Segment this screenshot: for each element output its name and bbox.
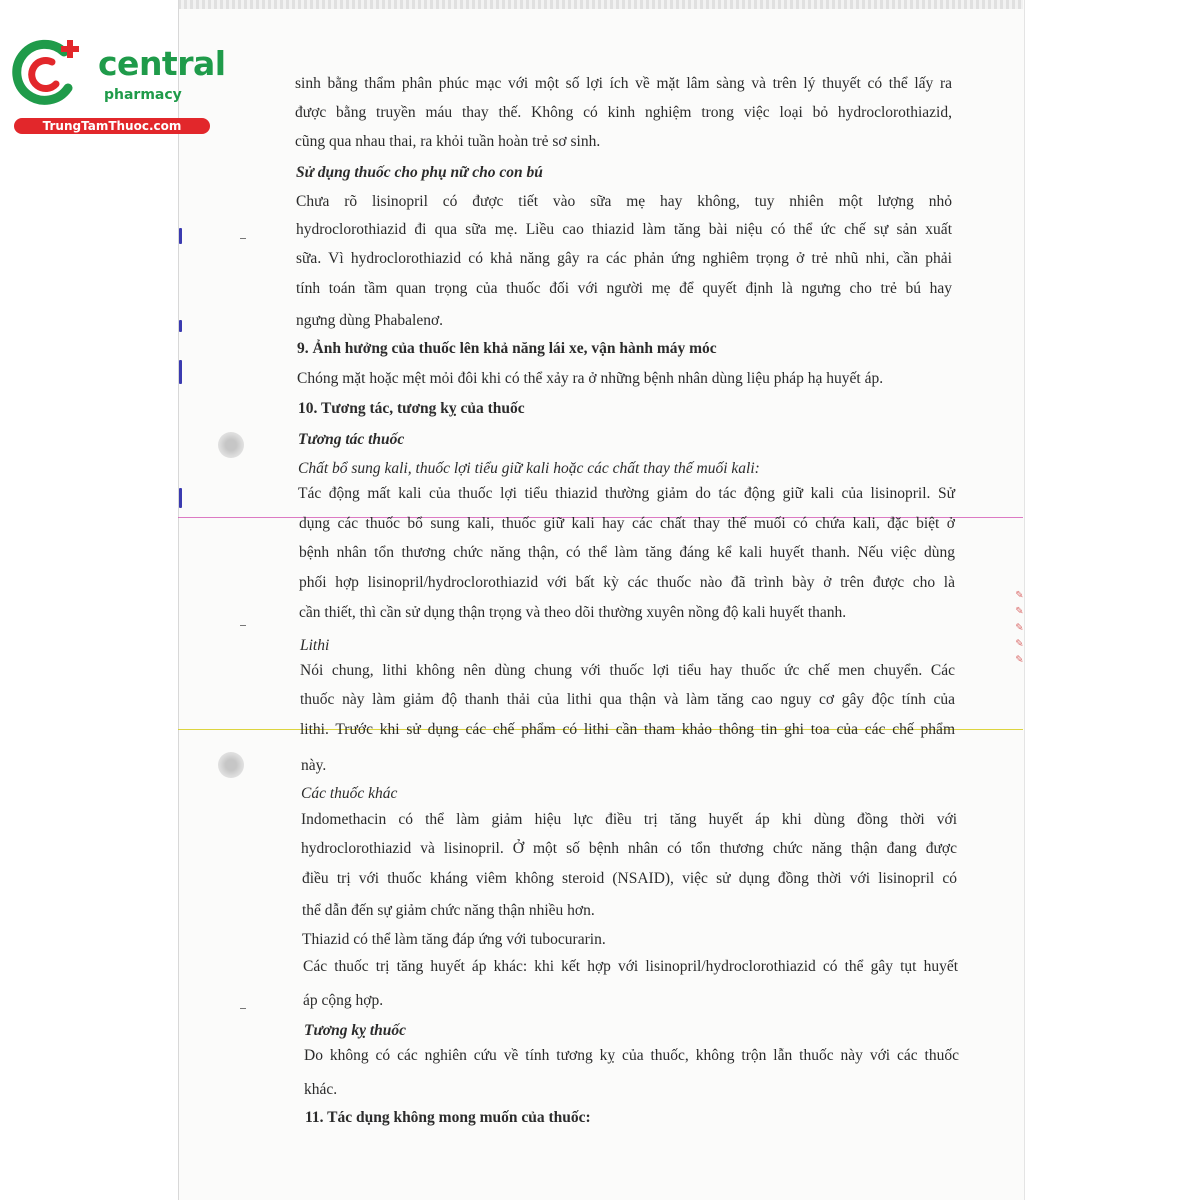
margin-mark (179, 320, 182, 332)
text-line: Do không có các nghiên cứu về tính tương kỵ của thuốc, không trộn lẫn thuốc này với các thuốc (304, 1047, 959, 1064)
section-heading: 9. Ảnh hưởng của thuốc lên khả năng lái xe, vận hành máy móc (297, 340, 717, 357)
text-line: này. (301, 757, 327, 774)
brand-name: central (98, 44, 226, 83)
text-line: Chóng mặt hoặc mệt mỏi đôi khi có thể xảy ra ở những bệnh nhân dùng liệu pháp hạ huyết áp. (297, 370, 884, 387)
subheading: Tương kỵ thuốc (304, 1022, 406, 1039)
punch-hole (218, 432, 244, 458)
text-line: Nói chung, lithi không nên dùng chung với thuốc lợi tiểu hay thuốc ức chế men chuyển. Các (300, 662, 955, 679)
text-line: hydroclorothiazid và lisinopril. Ở một số bệnh nhân có tổn thương chức năng thận đang được (301, 840, 957, 857)
text-line: Indomethacin có thể làm giảm hiệu lực điều trị tăng huyết áp khi dùng đồng thời với (301, 811, 957, 828)
text-line: khác. (304, 1081, 338, 1098)
subheading: Sử dụng thuốc cho phụ nữ cho con bú (296, 164, 543, 181)
italic-subheading: Chất bổ sung kali, thuốc lợi tiểu giữ kali hoặc các chất thay thế muối kali: (298, 460, 760, 477)
page-top-edge (178, 0, 1023, 9)
text-line: sinh bằng thẩm phân phúc mạc với một số lợi ích về mặt lâm sàng và trên lý thuyết có thể lấy ra (295, 75, 952, 92)
text-line: tính toán tầm quan trọng của thuốc đối với người mẹ để quyết định là ngưng cho trẻ bú hay (296, 280, 952, 297)
text-line: lithi. Trước khi sử dụng các chế phẩm có lithi cần tham khảo thông tin ghi toa của các chế phẩm (300, 721, 955, 738)
italic-subheading: Lithi (300, 637, 330, 654)
text-line: Tác động mất kali của thuốc lợi tiểu thiazid thường giảm do tác động giữ kali của lisinopril. Sử (298, 485, 955, 502)
text-line: Thiazid có thể làm tăng đáp ứng với tubocurarin. (302, 931, 606, 948)
text-line: bệnh nhân tổn thương chức năng thận, có thể làm tăng đáng kể kali huyết thanh. Nếu việc dùng (299, 544, 955, 561)
margin-mark (179, 360, 182, 384)
text-line: dụng các thuốc bổ sung kali, thuốc giữ kali hay các chất thay thế muối có chứa kali, đặc biệt ở (299, 515, 955, 532)
side-stamp-mark: ✎ ✎ ✎ ✎ ✎ (1014, 590, 1025, 667)
text-line: Chưa rõ lisinopril có được tiết vào sữa mẹ hay không, tuy nhiên một lượng nhỏ (296, 193, 952, 210)
text-line: thuốc này làm giảm độ thanh thải của lithi qua thận và làm tăng cao nguy cơ gây độc tính của (300, 691, 955, 708)
text-line: cần thiết, thì cần sử dụng thận trọng và theo dõi thường xuyên nồng độ kali huyết thanh. (299, 604, 847, 621)
text-line: ngưng dùng Phabalenơ. (296, 312, 444, 329)
punch-hole (218, 752, 244, 778)
text-line: được bằng truyền máu thay thế. Không có kinh nghiệm trong việc loại bỏ hydroclorothiazid, (295, 104, 952, 121)
central-pharmacy-logo-icon (12, 38, 90, 108)
section-heading: 11. Tác dụng không mong muốn của thuốc: (305, 1109, 591, 1126)
text-line: Các thuốc trị tăng huyết áp khác: khi kết hợp với lisinopril/hydroclorothiazid có thể gây tụt huyết (303, 958, 958, 975)
margin-dash (240, 625, 246, 626)
text-line: sữa. Vì hydroclorothiazid có khả năng gây ra các phản ứng nghiêm trọng ở trẻ nhũ nhi, cần phải (296, 250, 952, 267)
subheading: Tương tác thuốc (298, 431, 405, 448)
text-line: áp cộng hợp. (303, 992, 384, 1009)
brand-subtitle: pharmacy (104, 87, 182, 103)
text-line: thể dẫn đến sự giảm chức năng thận nhiều hơn. (302, 902, 595, 919)
text-line: cũng qua nhau thai, ra khỏi tuần hoàn trẻ sơ sinh. (295, 133, 601, 150)
margin-mark (179, 488, 182, 508)
italic-subheading: Các thuốc khác (301, 785, 398, 802)
text-line: điều trị với thuốc kháng viêm không steroid (NSAID), việc sử dụng đồng thời với lisinopril có (302, 870, 957, 887)
margin-dash (240, 1008, 246, 1009)
brand-url: TrungTamThuoc.com (14, 118, 210, 134)
text-line: hydroclorothiazid đi qua sữa mẹ. Liều cao thiazid làm tăng bài niệu có thể ức chế sự sản xuất (296, 221, 952, 238)
margin-mark (179, 228, 182, 244)
brand-logo (12, 38, 226, 138)
margin-dash (240, 238, 246, 239)
section-heading: 10. Tương tác, tương kỵ của thuốc (298, 400, 525, 417)
text-line: phối hợp lisinopril/hydroclorothiazid với bất kỳ các thuốc nào đã trình bày ở trên được cho là (299, 574, 955, 591)
